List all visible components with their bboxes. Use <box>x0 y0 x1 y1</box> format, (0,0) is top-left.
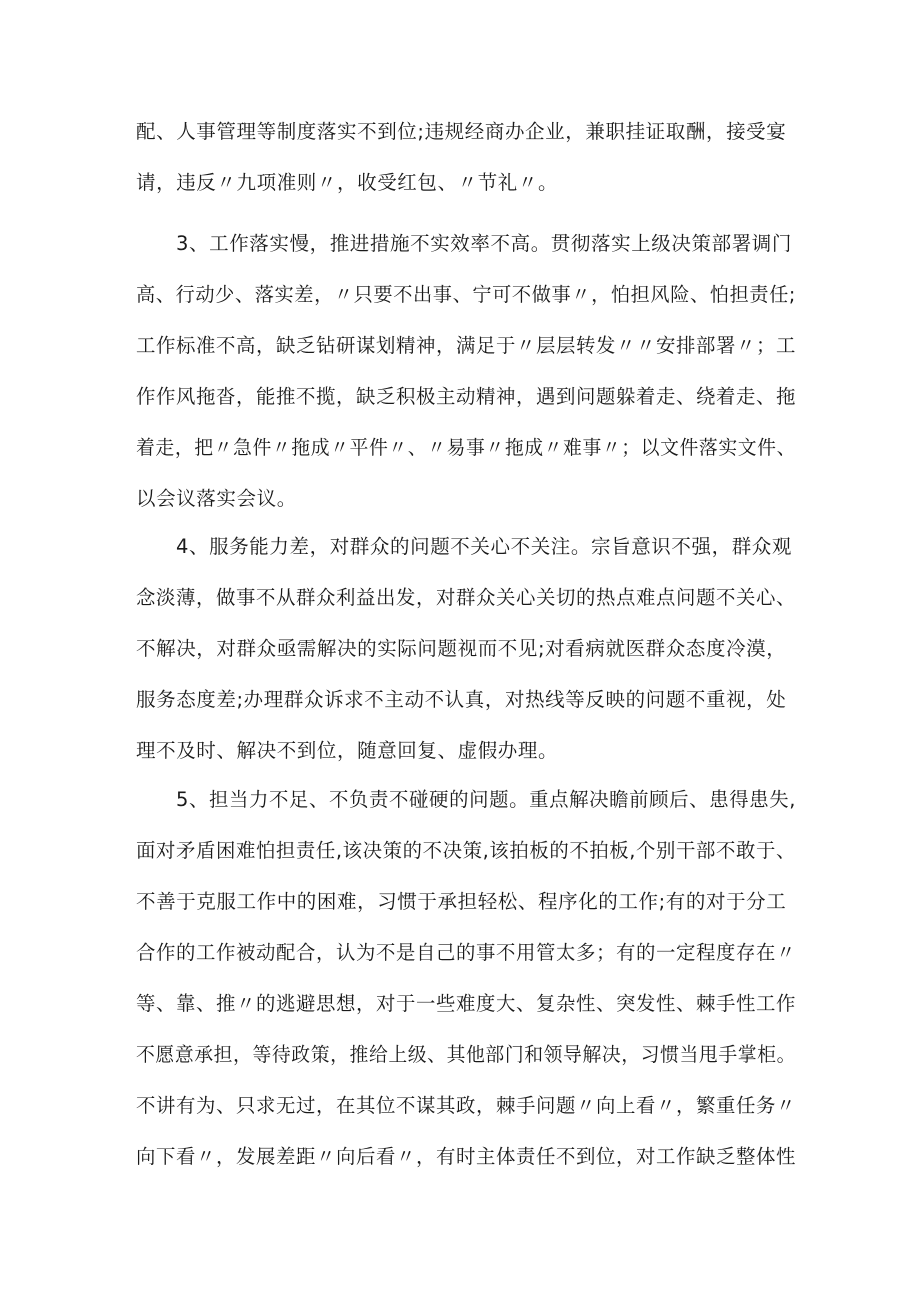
text-line: 等、靠、推〃的逃避思想，对于一些难度大、复杂性、突发性、棘手性工作 <box>136 992 796 1015</box>
text-line: 不善于克服工作中的困难，习惯于承担轻松、程序化的工作;有的对于分工 <box>136 890 787 913</box>
text-line: 念淡薄，做事不从群众利益出发，对群众关心关切的热点难点问题不关心、 <box>136 586 796 609</box>
text-line: 不愿意承担，等待政策，推给上级、其他部门和领导解决，习惯当甩手掌柜。 <box>136 1043 796 1066</box>
text-line: 作作风拖沓，能推不揽，缺乏积极主动精神，遇到问题躲着走、绕着走、拖 <box>136 385 796 408</box>
text-line: 工作标准不高，缺乏钻研谋划精神，满足于〃层层转发〃〃安排部署〃；工 <box>136 334 796 357</box>
text-line: 4、服务能力差，对群众的问题不关心不关注。宗旨意识不强，群众观 <box>176 535 793 558</box>
text-line: 向下看〃，发展差距〃向后看〃，有时主体责任不到位，对工作缺乏整体性 <box>136 1145 796 1168</box>
text-line: 服务态度差;办理群众诉求不主动不认真，对热线等反映的问题不重视，处 <box>136 688 787 711</box>
text-line: 面对矛盾困难怕担责任,该决策的不决策,该拍板的不拍板,个别干部不敢于、 <box>136 839 796 862</box>
text-line: 3、工作落实慢，推进措施不实效率不高。贯彻落实上级决策部署调门 <box>176 232 793 255</box>
text-line: 不讲有为、只求无过，在其位不谋其政，棘手问题〃向上看〃，繁重任务〃 <box>136 1094 796 1117</box>
text-line: 不解决，对群众亟需解决的实际问题视而不见;对看病就医群众态度冷漠， <box>136 637 787 660</box>
text-line: 着走，把〃急件〃拖成〃平件〃、〃易事〃拖成〃难事〃；以文件落实文件、 <box>136 436 796 459</box>
text-line: 高、行动少、落实差，〃只要不出事、宁可不做事〃，怕担风险、怕担责任; <box>136 283 796 306</box>
text-line: 合作的工作被动配合，认为不是自己的事不用管太多；有的一定程度存在〃 <box>136 941 796 964</box>
text-line: 请，违反〃九项准则〃，收受红包、〃节礼〃。 <box>136 171 559 194</box>
text-line: 以会议落实会议。 <box>136 487 297 510</box>
text-line: 配、人事管理等制度落实不到位;违规经商办企业，兼职挂证取酬，接受宴 <box>136 120 787 143</box>
text-line: 理不及时、解决不到位，随意回复、虚假办理。 <box>136 739 559 762</box>
text-line: 5、担当力不足、不负责不碰硬的问题。重点解决瞻前顾后、患得患失, <box>176 788 796 811</box>
